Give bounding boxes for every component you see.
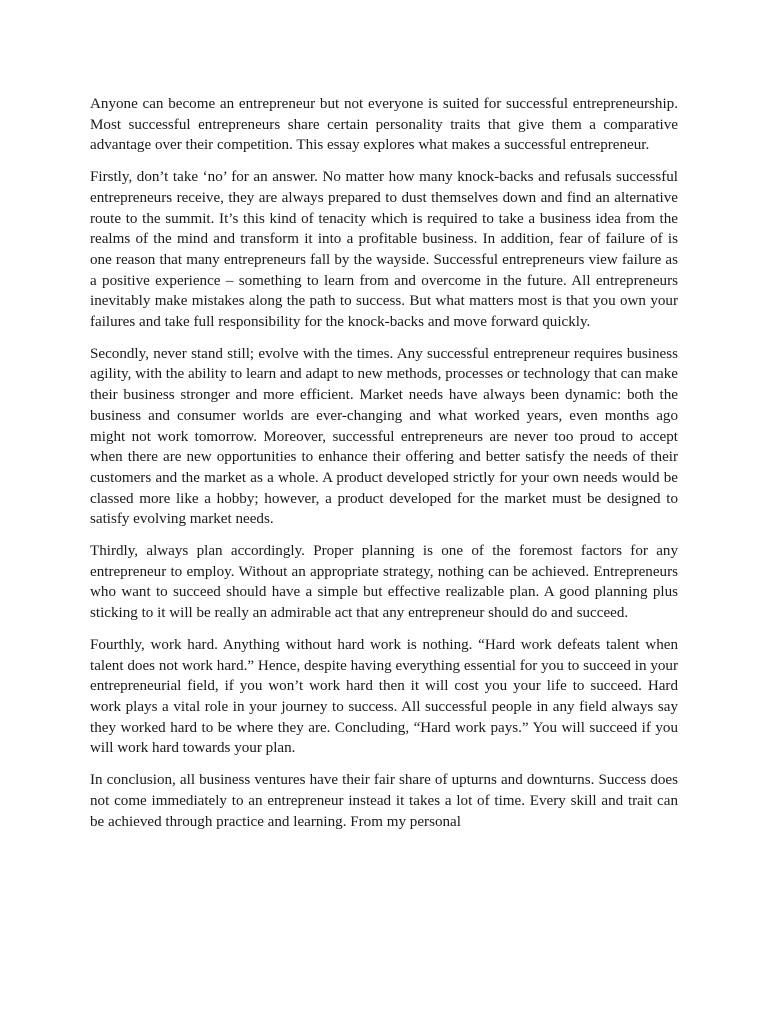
paragraph-firstly: Firstly, don’t take ‘no’ for an answer. No matter how many knock-backs and refusals successful entrepreneurs receive, they are always prepared to dust themselves down and find an alternative route to the summit. It’s this kind of tenacity which is required to take a business idea from the realms of the mind and transform it into a profitable business. In addition, fear of failure of is one reason that many entrepreneurs fall by the wayside. Successful entrepreneurs view failure as a positive experience – something to learn from and overcome in the future. All entrepreneurs inevitably make mistakes along the path to success. But what matters most is that you own your failures and take full responsibility for the knock-backs and move forward quickly. <box>90 169 678 331</box>
paragraph-intro: Anyone can become an entrepreneur but not everyone is suited for successful entrepreneurship. Most successful entrepreneurs share certain personality traits that give them a comparative advantage over their competition. This essay explores what makes a successful entrepreneur. <box>90 96 678 154</box>
paragraph-secondly: Secondly, never stand still; evolve with the times. Any successful entrepreneur requires business agility, with the ability to learn and adapt to new methods, processes or technology that can make their business stronger and more efficient. Market needs have always been dynamic: both the business and consumer worlds are ever-changing and what worked years, even months ago might not work tomorrow. Moreover, successful entrepreneurs are never too proud to accept when there are new opportunities to enhance their offering and better satisfy the needs of their customers and the market as a whole. A product developed strictly for your own needs would be classed more like a hobby; however, a product developed for the market must be designed to satisfy evolving market needs. <box>90 345 678 528</box>
paragraph-fourthly: Fourthly, work hard. Anything without hard work is nothing. “Hard work defeats talent when talent does not work hard.” Hence, despite having everything essential for you to succeed in your entrepreneurial field, if you won’t work hard then it will cost you your life to succeed. Hard work plays a vital role in your journey to success. All successful people in any field always say they worked hard to be where they are. Concluding, “Hard work pays.” You will succeed if you will work hard towards your plan. <box>90 636 678 757</box>
document-page <box>90 94 678 843</box>
paragraph-thirdly: Thirdly, always plan accordingly. Proper planning is one of the foremost factors for any entrepreneur to employ. Without an appropriate strategy, nothing can be achieved. Entrepreneurs who want to succeed should have a simple but effective realizable plan. A good planning plus sticking to it will be really an admirable act that any entrepreneur should do and succeed. <box>90 543 678 622</box>
paragraph-conclusion: In conclusion, all business ventures have their fair share of upturns and downturns. Success does not come immediately to an entrepreneur instead it takes a lot of time. Every skill and trait can be achieved through practice and learning. From my personal <box>90 772 678 830</box>
